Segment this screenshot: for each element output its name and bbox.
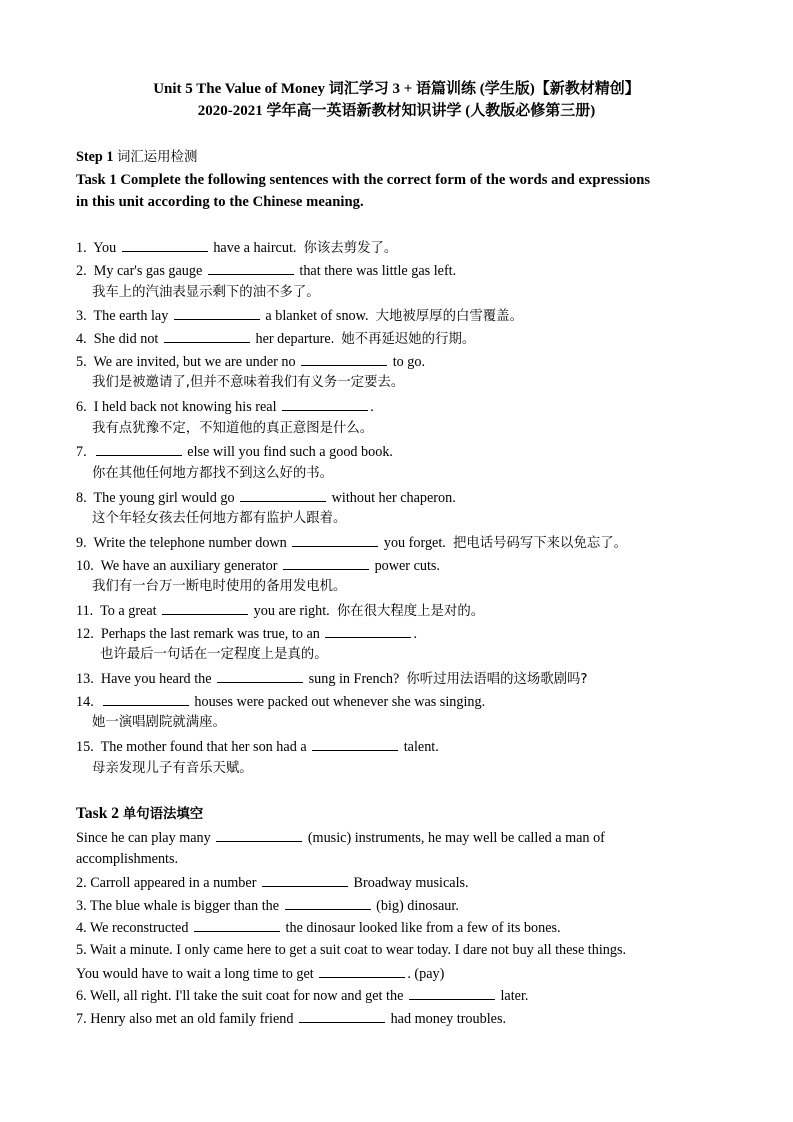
- task1-item: 10. We have an auxiliary generator power cuts.: [76, 555, 440, 576]
- task1-item: 5. We are invited, but we are under no to go.: [76, 351, 425, 372]
- task1-item: 14. houses were packed out whenever she was singing.: [76, 691, 485, 712]
- step1-label: Step 1: [76, 149, 114, 165]
- task1-item: 8. The young girl would go without her chaperon.: [76, 487, 456, 508]
- task2-item: 3. The blue whale is bigger than the (big) dinosaur.: [76, 895, 459, 916]
- task1-item: 9. Write the telephone number down you forget. 把电话号码写下来以免忘了。: [76, 532, 627, 554]
- document-title-line2: 2020-2021 学年高一英语新教材知识讲学 (人教版必修第三册): [197, 103, 596, 119]
- answer-blank[interactable]: [103, 691, 189, 706]
- task1-item-translation: 我们是被邀请了,但并不意味着我们有义务一定要去。: [92, 375, 405, 390]
- task2-item: 4. We reconstructed the dinosaur looked like from a few of its bones.: [76, 917, 561, 938]
- task1-item-translation: 母亲发现儿子有音乐天赋。: [92, 761, 253, 776]
- answer-blank[interactable]: [283, 555, 369, 570]
- answer-blank[interactable]: [285, 895, 371, 910]
- task1-item: 7. else will you find such a good book.: [76, 441, 393, 462]
- step1-heading: [76, 147, 197, 168]
- answer-blank[interactable]: [301, 351, 387, 366]
- step1-title: 词汇运用检测: [117, 150, 198, 165]
- task1-item-translation: 也许最后一句话在一定程度上是真的。: [100, 647, 328, 662]
- answer-blank[interactable]: [312, 736, 398, 751]
- answer-blank[interactable]: [292, 532, 378, 547]
- answer-blank[interactable]: [208, 260, 294, 275]
- answer-blank[interactable]: [194, 917, 280, 932]
- task1-item: 11. To a great you are right. 你在很大程度上是对的。: [76, 600, 484, 622]
- answer-blank[interactable]: [262, 872, 348, 887]
- task1-item-translation: 我们有一台万一断电时使用的备用发电机。: [92, 579, 347, 594]
- task2-item: 7. Henry also met an old family friend had money troubles.: [76, 1008, 506, 1029]
- task1-item: 3. The earth lay a blanket of snow. 大地被厚厚的白雪覆盖。: [76, 305, 523, 327]
- task1-item: 15. The mother found that her son had a talent.: [76, 736, 439, 757]
- answer-blank[interactable]: [122, 237, 208, 252]
- answer-blank[interactable]: [282, 396, 368, 411]
- task2-label: Task 2: [76, 805, 119, 822]
- answer-blank[interactable]: [162, 600, 248, 615]
- answer-blank[interactable]: [96, 441, 182, 456]
- answer-blank[interactable]: [240, 487, 326, 502]
- task2-heading: [76, 804, 203, 825]
- task1-item-translation: 这个年轻女孩去任何地方都有监护人跟着。: [92, 511, 347, 526]
- task1-item-translation: 我有点犹豫不定，不知道他的真正意图是什么。: [92, 421, 374, 436]
- answer-blank[interactable]: [319, 963, 405, 978]
- task2-item: Since he can play many (music) instruments, he may well be called a man of: [76, 827, 605, 848]
- answer-blank[interactable]: [409, 985, 495, 1000]
- answer-blank[interactable]: [299, 1008, 385, 1023]
- task1-item-translation: 我车上的汽油表显示剩下的油不多了。: [92, 285, 320, 300]
- answer-blank[interactable]: [216, 827, 302, 842]
- task1-item: 6. I held back not knowing his real .: [76, 396, 374, 417]
- task1-instruction-line1: Task 1 Complete the following sentences with the correct form of the words and expressions: [76, 172, 651, 188]
- task1-item: 1. You have a haircut. 你该去剪发了。: [76, 237, 397, 259]
- answer-blank[interactable]: [325, 623, 411, 638]
- task2-item: 5. Wait a minute. I only came here to get a suit coat to wear today. I dare not buy all these things.: [76, 942, 627, 958]
- task1-instruction-line2: in this unit according to the Chinese meaning.: [76, 194, 364, 210]
- task2-item-continued: accomplishments.: [76, 851, 179, 867]
- task1-item: 2. My car's gas gauge that there was little gas left.: [76, 260, 456, 281]
- task1-item-translation: 她一演唱剧院就满座。: [92, 715, 226, 730]
- task1-item-translation: 你在其他任何地方都找不到这么好的书。: [92, 466, 334, 481]
- task2-title: 单句语法填空: [122, 807, 204, 822]
- task2-item: 6. Well, all right. I'll take the suit coat for now and get the later.: [76, 985, 528, 1006]
- answer-blank[interactable]: [174, 305, 260, 320]
- task1-item: 13. Have you heard the sung in French? 你听过用法语唱的这场歌剧吗?: [76, 668, 588, 690]
- task1-item: 12. Perhaps the last remark was true, to an .: [76, 623, 417, 644]
- task2-item: 2. Carroll appeared in a number Broadway musicals.: [76, 872, 469, 893]
- answer-blank[interactable]: [164, 328, 250, 343]
- document-title-line1: Unit 5 The Value of Money 词汇学习 3 + 语篇训练 (学生版)【新教材精创】: [153, 81, 640, 97]
- task1-item: 4. She did not her departure. 她不再延迟她的行期。: [76, 328, 475, 350]
- answer-blank[interactable]: [217, 668, 303, 683]
- task2-item-continued: You would have to wait a long time to get . (pay): [76, 963, 444, 984]
